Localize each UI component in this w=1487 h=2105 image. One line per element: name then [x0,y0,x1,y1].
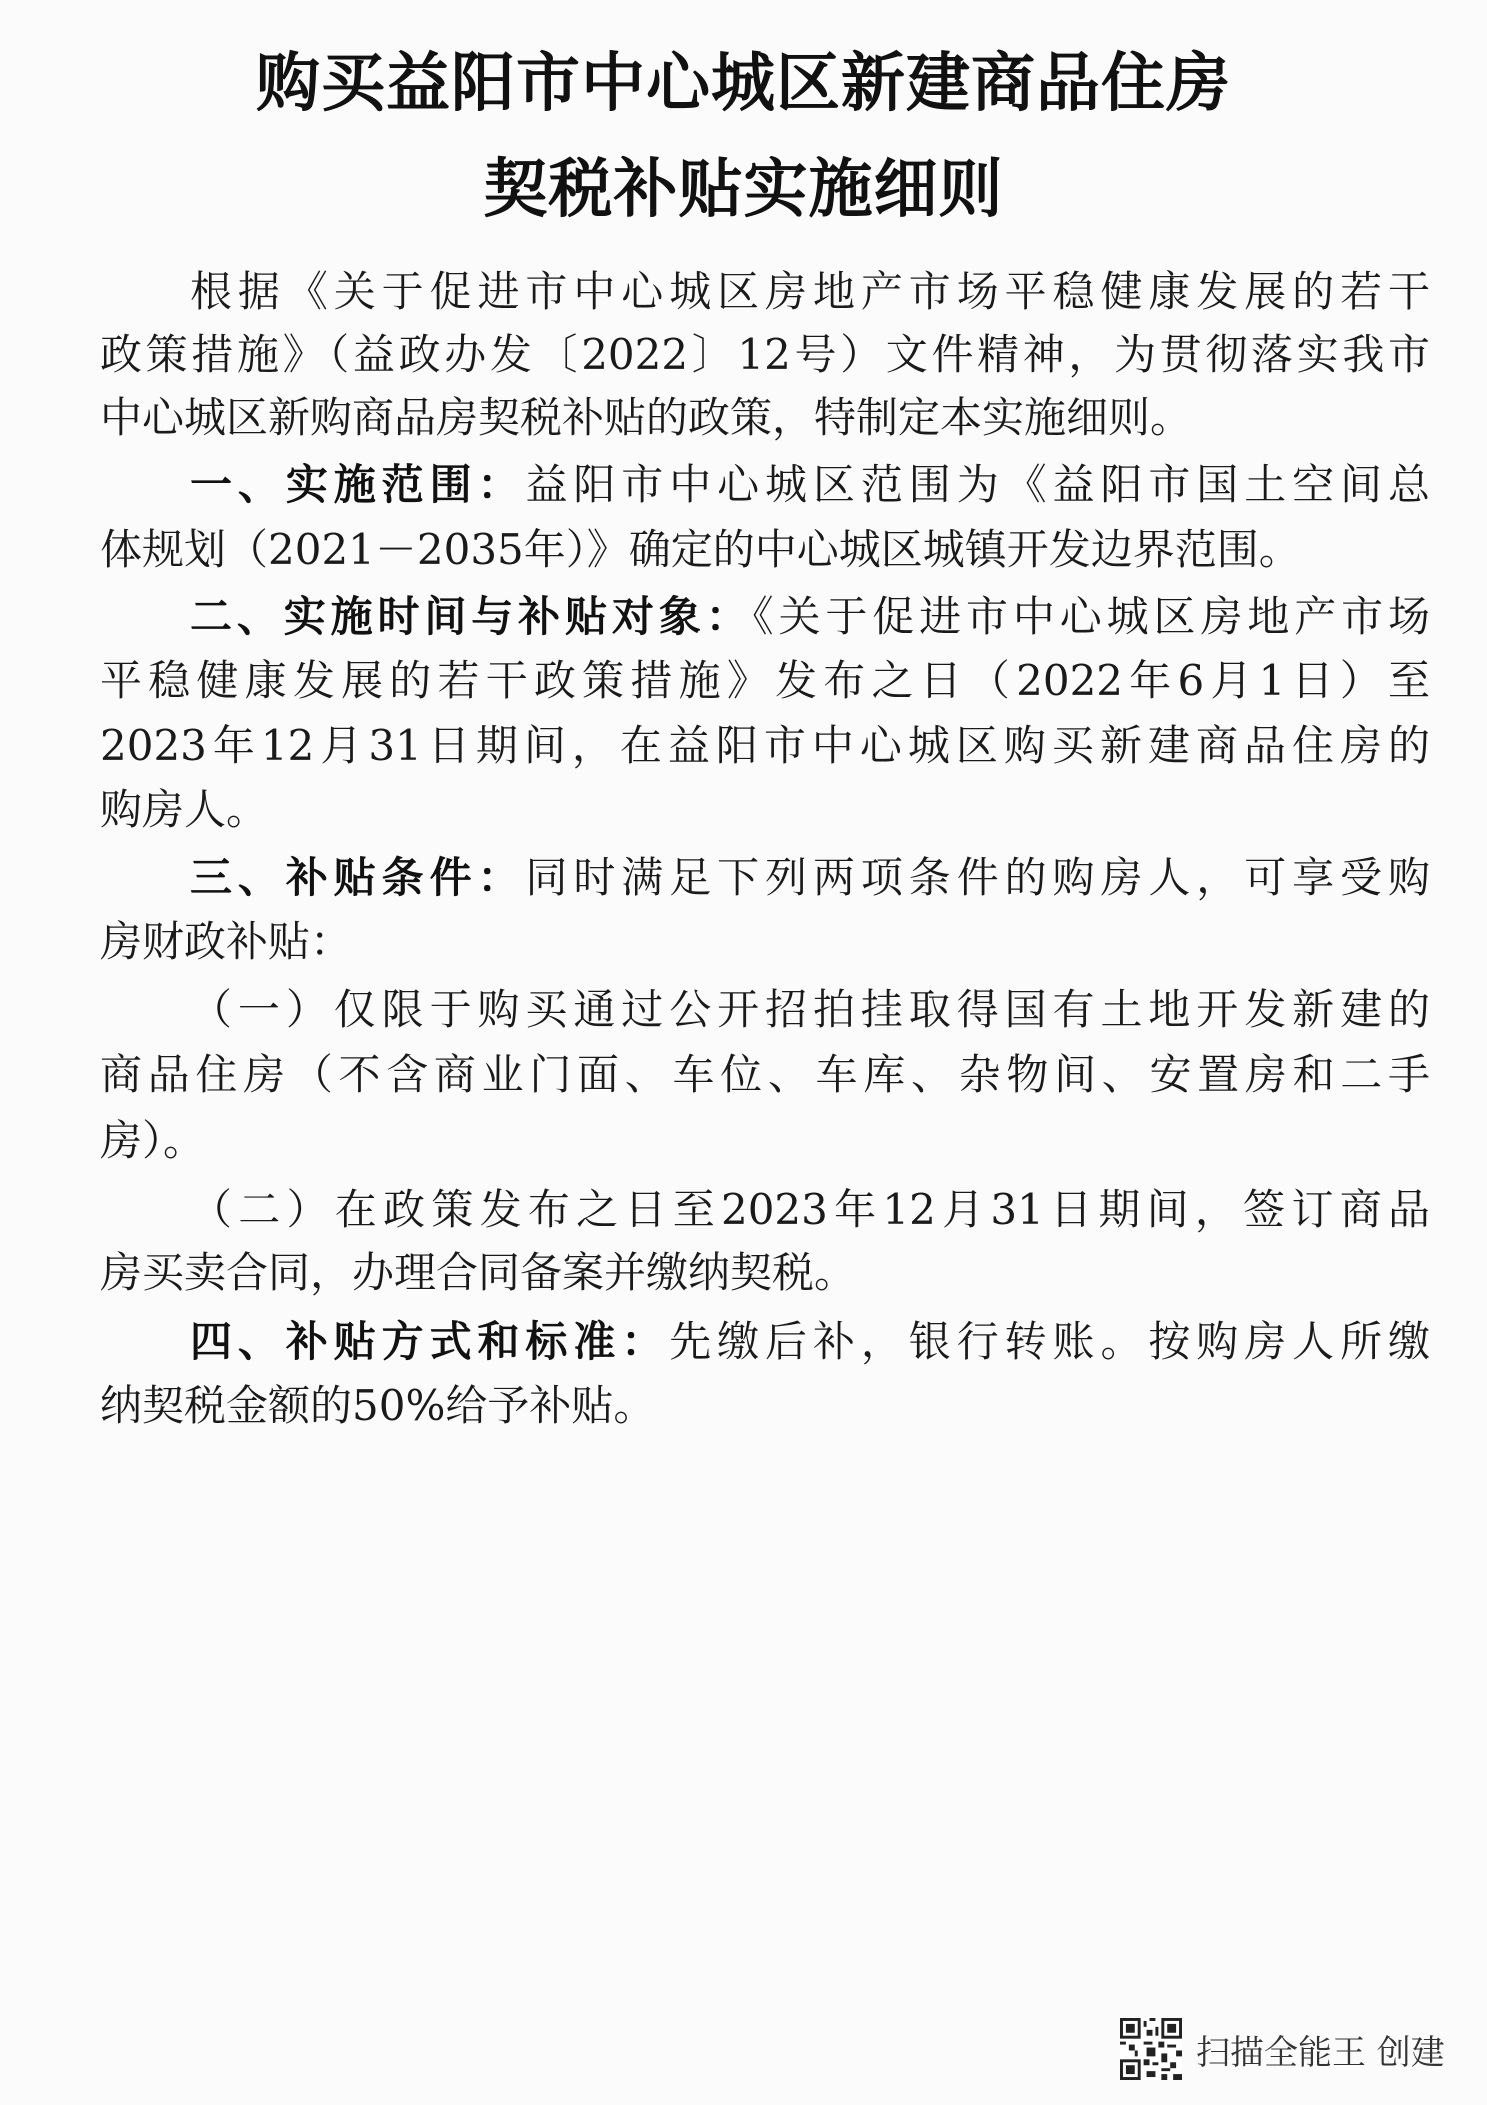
section-3-line-1-text: 同时满足下列两项条件的购房人，可享受购 [525,853,1430,902]
document-title-line-2: 契税补贴实施细则 [483,153,1004,227]
section-3-item-2-line-1: （二）在政策发布之日至2023年12月31日期间，签订商品 [190,1185,1430,1234]
document-title-line-1: 购买益阳市中心城区新建商品住房 [256,47,1231,121]
section-1-line-1-text: 益阳市中心城区范围为《益阳市国土空间总 [525,460,1430,509]
intro-line-3: 中心城区新购商品房契税补贴的政策，特制定本实施细则。 [100,393,1193,442]
section-3-line-2: 房财政补贴： [100,917,353,966]
scanner-watermark-text: 扫描全能王 创建 [1196,2032,1445,2073]
section-1-line-1 [190,456,1430,514]
section-3-item-1-line-1: （一）仅限于购买通过公开招拍挂取得国有土地开发新建的 [190,985,1430,1034]
section-3-item-1-line-3: 房）。 [100,1116,206,1165]
intro-line-2: 政策措施》（益政办发〔2022〕12号）文件精神，为贯彻落实我市 [100,330,1430,379]
section-4-heading: 四、补贴方式和标准： [190,1317,670,1366]
intro-line-1: 根据《关于促进市中心城区房地产市场平稳健康发展的若干 [190,267,1430,316]
section-2-line-3: 2023年12月31日期间，在益阳市中心城区购买新建商品住房的 [100,721,1430,770]
section-2-line-4: 购房人。 [100,785,269,834]
section-2-heading: 二、实施时间与补贴对象： [190,592,753,641]
section-1-heading: 一、实施范围： [190,460,526,509]
section-4-line-2: 纳契税金额的50%给予补贴。 [100,1381,656,1430]
section-3-item-1-line-2: 商品住房（不含商业门面、车位、车库、杂物间、安置房和二手 [100,1050,1430,1099]
section-2-line-1-text: 《关于促进市中心城区房地产市场 [752,592,1430,641]
section-2-line-2: 平稳健康发展的若干政策措施》发布之日（2022年6月1日）至 [100,656,1430,705]
section-3-line-1 [190,849,1430,907]
scanner-watermark [1120,2018,1445,2080]
section-1-line-2: 体规划（2021－2035年）》确定的中心城区城镇开发边界范围。 [100,525,1301,574]
section-3-item-2-line-2: 房买卖合同，办理合同备案并缴纳契税。 [100,1248,857,1297]
section-4-line-1 [190,1313,1430,1371]
qr-code-icon [1120,2018,1182,2080]
section-2-line-1 [190,588,1430,646]
section-4-line-1-text: 先缴后补，银行转账。按购房人所缴 [669,1317,1430,1366]
section-3-heading: 三、补贴条件： [190,853,526,902]
